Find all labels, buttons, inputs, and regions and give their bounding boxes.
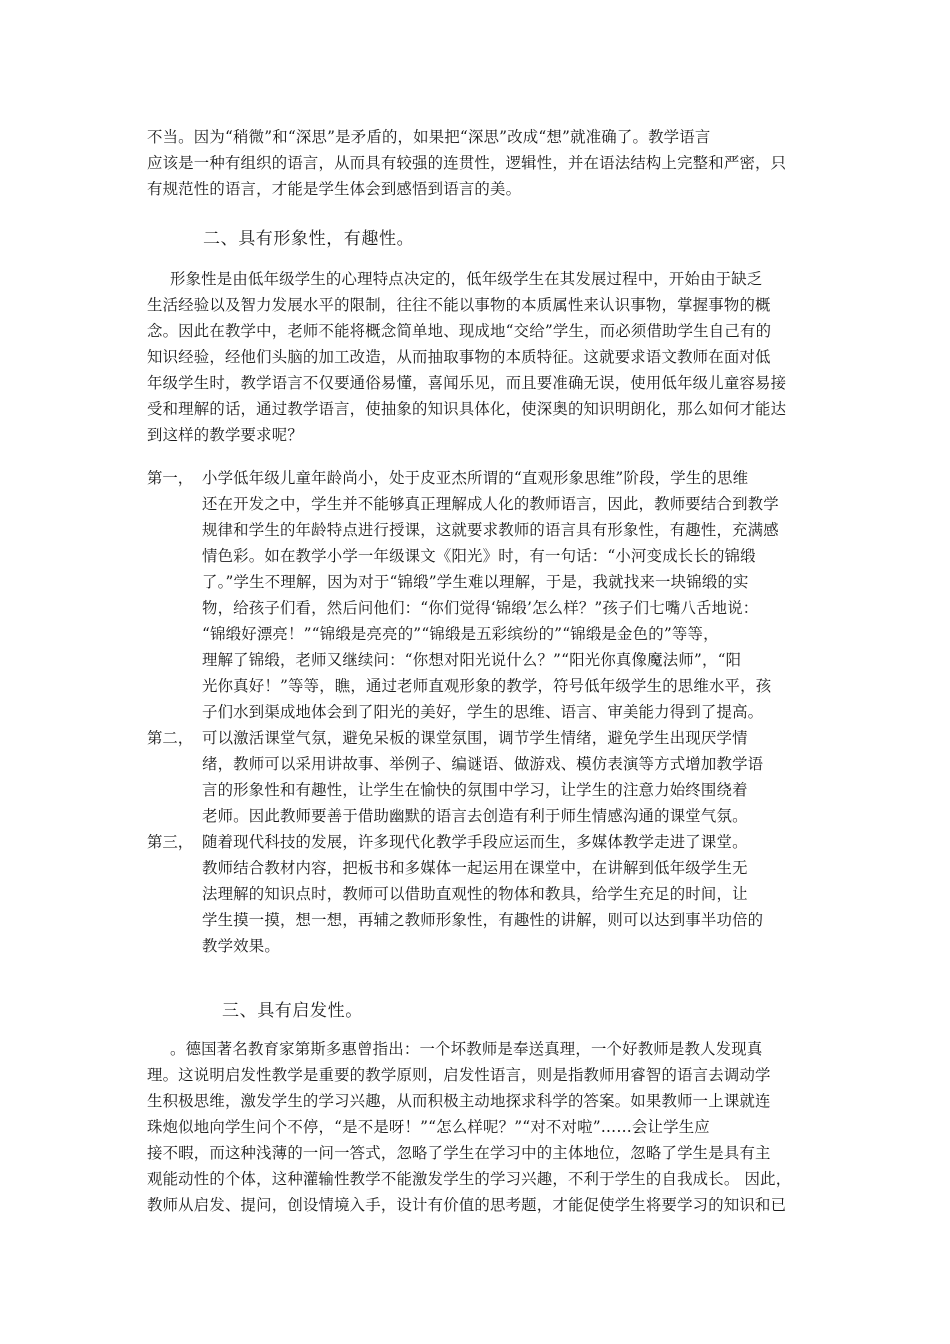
list-item-line: 小学低年级儿童年龄尚小，处于皮亚杰所谓的“直观形象思维”阶段，学生的思维 [202, 469, 749, 487]
paragraph-line: 年级学生时，教学语言不仅要通俗易懂，喜闻乐见，而且要准确无误，使用低年级儿童容易接 [147, 374, 787, 392]
list-item-line: 学生摸一摸，想一想，再辅之教师形象性，有趣性的讲解，则可以达到事半功倍的 [202, 911, 764, 929]
list-item-line: 情色彩。如在教学小学一年级课文《阳光》时，有一句话：“小河变成长长的锦缎 [202, 547, 756, 565]
paragraph-line: 珠炮似地向学生问个不停，“是不是呀！”“怎么样呢？”“对不对啦”……会让学生应 [147, 1118, 710, 1136]
list-item-line: 教师结合教材内容，把板书和多媒体一起运用在课堂中，在讲解到低年级学生无 [202, 859, 748, 877]
list-item-label: 第三， [147, 833, 194, 851]
list-item-line: 理解了锦缎，老师又继续问：“你想对阳光说什么？”“阳光你真像魔法师”，“阳 [202, 651, 742, 669]
list-item-line: 言的形象性和有趣性，让学生在愉快的氛围中学习，让学生的注意力始终围绕着 [202, 781, 748, 799]
intro-line: 应该是一种有组织的语言，从而具有较强的连贯性，逻辑性，并在语法结构上完整和严密，只 [147, 154, 787, 172]
paragraph-line: 生活经验以及智力发展水平的限制，往往不能以事物的本质属性来认识事物，掌握事物的概 [147, 296, 771, 314]
list-item-line: “锦缎好漂亮！”“锦缎是亮亮的”“锦缎是五彩缤纷的”“锦缎是金色的”等等， [202, 625, 719, 643]
paragraph-line: 到这样的教学要求呢？ [147, 426, 303, 444]
paragraph-line: 观能动性的个体，这种灌输性教学不能激发学生的学习兴趣，不利于学生的自我成长。 因此， [147, 1170, 792, 1188]
list-item-label: 第一， [147, 469, 194, 487]
paragraph-line: 形象性是由低年级学生的心理特点决定的，低年级学生在其发展过程中，开始由于缺乏 [170, 270, 763, 288]
paragraph-line: 受和理解的话，通过教学语言，使抽象的知识具体化，使深奥的知识明朗化，那么如何才能达 [147, 400, 787, 418]
list-item-line: 规律和学生的年龄特点进行授课，这就要求教师的语言具有形象性，有趣性，充满感 [202, 521, 779, 539]
list-item-line: 了。”学生不理解，因为对于“锦缎”学生难以理解，于是，我就找来一块锦缎的实 [202, 573, 749, 591]
list-item-line: 还在开发之中，学生并不能够真正理解成人化的教师语言，因此，教师要结合到教学 [202, 495, 779, 513]
paragraph-line: 。德国著名教育家第斯多惠曾指出：一个坏教师是奉送真理，一个好教师是教人发现真 [170, 1040, 763, 1058]
list-item-line: 绪，教师可以采用讲故事、举例子、编谜语、做游戏、模仿表演等方式增加教学语 [202, 755, 764, 773]
paragraph-line: 生积极思维，激发学生的学习兴趣，从而积极主动地探求科学的答案。如果教师一上课就连 [147, 1092, 771, 1110]
paragraph-line: 教师从启发、提问，创设情境入手，设计有价值的思考题，才能促使学生将要学习的知识和已 [147, 1196, 787, 1214]
list-item-label: 第二， [147, 729, 194, 747]
list-item-line: 光你真好！”等等，瞧，通过老师直观形象的教学，符号低年级学生的思维水平，孩 [202, 677, 772, 695]
paragraph-line: 接不暇，而这种浅薄的一问一答式，忽略了学生在学习中的主体地位，忽略了学生是具有主 [147, 1144, 771, 1162]
section-heading: 三、具有启发性。 [222, 1001, 363, 1021]
list-item-line: 随着现代科技的发展，许多现代化教学手段应运而生，多媒体教学走进了课堂。 [202, 833, 748, 851]
list-item-line: 物，给孩子们看，然后问他们：“你们觉得‘锦缎’怎么样？”孩子们七嘴八舌地说： [202, 599, 759, 617]
paragraph-line: 念。因此在教学中，老师不能将概念简单地、现成地“交给”学生，而必须借助学生自己有的 [147, 322, 772, 340]
intro-line: 不当。因为“稍微”和“深思”是矛盾的，如果把“深思”改成“想”就准确了。教学语言 [147, 128, 711, 146]
paragraph-line: 理。这说明启发性教学是重要的教学原则，启发性语言，则是指教师用睿智的语言去调动学 [147, 1066, 771, 1084]
section-heading: 二、具有形象性，有趣性。 [203, 229, 415, 249]
list-item-line: 可以激活课堂气氛，避免呆板的课堂氛围，调节学生情绪，避免学生出现厌学情 [202, 729, 748, 747]
list-item-line: 教学效果。 [202, 937, 280, 955]
paragraph-line: 知识经验，经他们头脑的加工改造，从而抽取事物的本质特征。这就要求语文教师在面对低 [147, 348, 771, 366]
intro-line: 有规范性的语言，才能是学生体会到感悟到语言的美。 [147, 180, 522, 198]
list-item-line: 子们水到渠成地体会到了阳光的美好，学生的思维、语言、审美能力得到了提高。 [202, 703, 764, 721]
list-item-line: 法理解的知识点时，教师可以借助直观性的物体和教具，给学生充足的时间，让 [202, 885, 748, 903]
list-item-line: 老师。因此教师要善于借助幽默的语言去创造有利于师生情感沟通的课堂气氛。 [202, 807, 748, 825]
